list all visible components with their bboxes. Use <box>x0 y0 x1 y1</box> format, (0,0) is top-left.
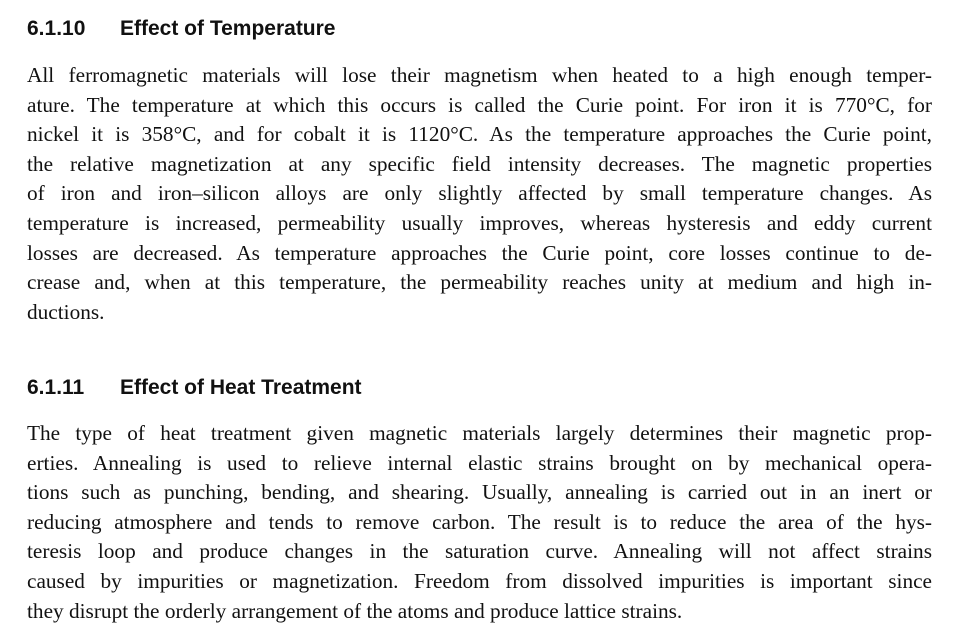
section-number: 6.1.10 <box>27 17 86 40</box>
section-heading-heat-treatment <box>27 376 362 400</box>
text-line: ature. The temperature at which this occurs is called the Curie point. For iron it is 770°C, for <box>27 92 932 117</box>
paragraph-heat-treatment <box>27 419 932 626</box>
text-line: the relative magnetization at any specific field intensity decreases. The magnetic properties <box>27 151 932 176</box>
text-line: nickel it is 358°C, and for cobalt it is 1120°C. As the temperature approaches the Curie point, <box>27 122 932 147</box>
text-line: ductions. <box>27 299 105 324</box>
paragraph-temperature <box>27 61 932 327</box>
section-heading-temperature <box>27 17 336 41</box>
text-line: they disrupt the orderly arrangement of the atoms and produce lattice strains. <box>27 598 683 623</box>
text-line: The type of heat treatment given magnetic materials largely determines their magnetic prop- <box>27 421 932 445</box>
text-line: All ferromagnetic materials will lose their magnetism when heated to a high enough temper- <box>27 63 932 87</box>
text-line: of iron and iron–silicon alloys are only slightly affected by small temperature changes. As <box>27 181 932 206</box>
section-number: 6.1.11 <box>27 376 85 399</box>
text-line: caused by impurities or magnetization. Freedom from dissolved impurities is important since <box>27 568 932 593</box>
text-line: temperature is increased, permeability usually improves, whereas hysteresis and eddy current <box>27 210 932 235</box>
text-line: reducing atmosphere and tends to remove carbon. The result is to reduce the area of the hys- <box>27 509 932 534</box>
text-line: tions such as punching, bending, and shearing. Usually, annealing is carried out in an inert or <box>27 480 932 505</box>
text-line: losses are decreased. As temperature approaches the Curie point, core losses continue to de- <box>27 240 932 265</box>
section-title: Effect of Temperature <box>120 17 336 40</box>
text-line: erties. Annealing is used to relieve internal elastic strains brought on by mechanical opera- <box>27 450 932 475</box>
section-title: Effect of Heat Treatment <box>120 376 362 399</box>
text-line: teresis loop and produce changes in the saturation curve. Annealing will not affect strains <box>27 539 932 564</box>
text-line: crease and, when at this temperature, the permeability reaches unity at medium and high in- <box>27 270 932 295</box>
